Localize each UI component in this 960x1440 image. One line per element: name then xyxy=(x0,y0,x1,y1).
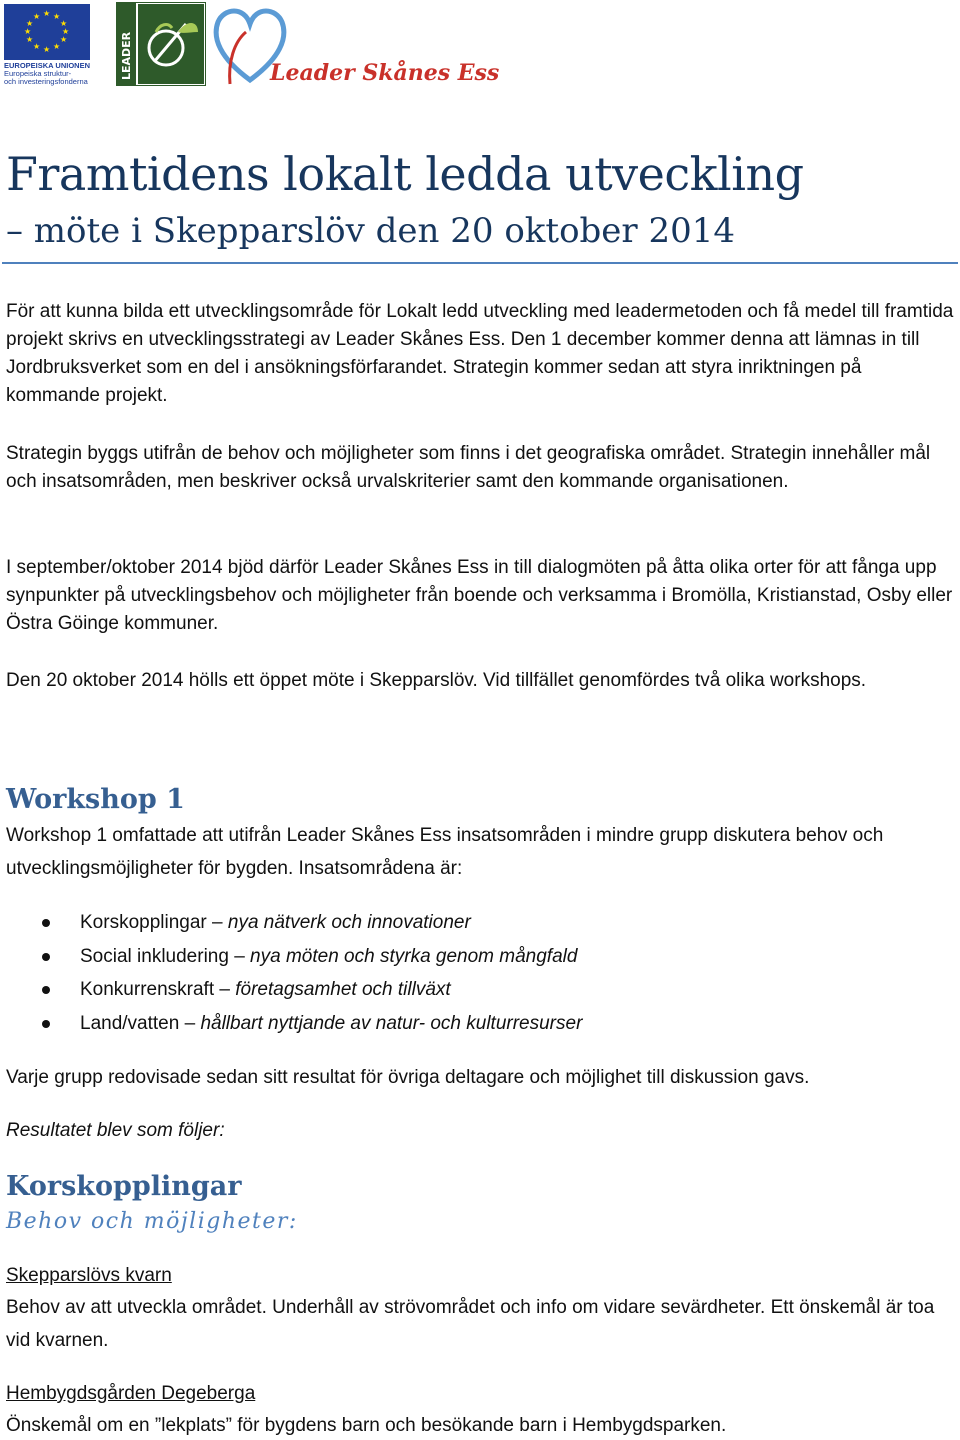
korskopplingar-heading: Korskopplingar xyxy=(6,1171,242,1202)
item-title-skepparslovs-kvarn: Skepparslövs kvarn xyxy=(6,1265,172,1286)
item-text-skepparslovs-kvarn: Behov av att utveckla området. Underhåll av strövområdet och info om vidare sevärdheter. Ett önskemål är toa vid kvarnen. xyxy=(6,1297,935,1351)
workshop1-text: Workshop 1 omfattade att utifrån Leader Skånes Ess insatsområden i mindre grupp diskutera behov och utvecklingsmöjligheter för bygden. Insatsområdena är: xyxy=(6,825,884,879)
bullet-icon xyxy=(42,953,50,961)
eu-name: EUROPEISKA UNIONEN xyxy=(4,61,90,70)
area-separator: – xyxy=(214,979,236,1000)
eu-line2: och investeringsfonderna xyxy=(4,77,88,86)
title-divider xyxy=(2,262,958,264)
eu-flag-icon: ★ ★ ★ ★ ★ ★ ★ ★ ★ ★ ★ ★ xyxy=(4,4,90,60)
item-text-hembygdsgarden: Önskemål om en ”lekplats” för bygdens barn och besökande barn i Hembygdsparken. xyxy=(6,1415,727,1436)
logo-bar xyxy=(4,2,500,88)
area-name: Korskopplingar xyxy=(80,912,207,933)
area-separator: – xyxy=(179,1012,201,1034)
list-item xyxy=(0,940,940,974)
area-description: nya nätverk och innovationer xyxy=(227,912,471,933)
leader-logo xyxy=(116,2,206,86)
area-name: Social inkludering xyxy=(80,945,229,967)
area-separator: – xyxy=(228,945,251,967)
area-description: hållbart nyttjande av natur- och kulturresurser xyxy=(200,1012,583,1034)
bullet-icon xyxy=(42,919,50,927)
page-subtitle: – möte i Skepparslöv den 20 oktober 2014 xyxy=(6,211,736,251)
area-description: företagsamhet och tillväxt xyxy=(235,979,451,1000)
eu-logo-text xyxy=(4,62,92,86)
page-title: Framtidens lokalt ledda utveckling xyxy=(6,147,804,201)
intro-paragraph-2: Strategin byggs utifrån de behov och möjligheter som finns i det geografiska området. Strategin innehåller mål och insatsområden, men beskriver också urvalskriterier samt den kommande organisationen. xyxy=(6,443,931,492)
leader-wordmark: LEADER xyxy=(120,31,133,80)
lsess-wordmark: Leader Skånes Ess xyxy=(270,60,500,86)
area-separator: – xyxy=(206,912,228,933)
workshop1-after: Varje grupp redovisade sedan sitt resultat för övriga deltagare och möjlighet till diskussion gavs. xyxy=(6,1067,810,1088)
list-item xyxy=(0,1007,940,1041)
area-description: nya möten och styrka genom mångfald xyxy=(250,945,578,967)
intro-paragraph-1: För att kunna bilda ett utvecklingsområde för Lokalt ledd utveckling med leadermetoden och få medel till framtida projekt skrivs en utvecklingsstrategi av Leader Skånes Ess. Den 1 december kommer denna att lämnas in till Jordbruksverket som en del i ansökningsförfarandet. Strategin kommer sedan att styra inriktningen på kommande projekt. xyxy=(6,301,954,406)
insatsomraden-list xyxy=(0,906,940,1040)
area-name: Land/vatten xyxy=(80,1012,180,1034)
eu-line1: Europeiska struktur- xyxy=(4,69,72,78)
list-item xyxy=(0,906,940,940)
area-name: Konkurrenskraft xyxy=(80,979,215,1000)
eu-logo xyxy=(4,4,92,88)
bullet-icon xyxy=(42,1020,50,1028)
item-title-hembygdsgarden: Hembygdsgården Degeberga xyxy=(6,1383,256,1404)
intro-paragraph-3: I september/oktober 2014 bjöd därför Leader Skånes Ess in till dialogmöten på åtta olika orter för att fånga upp synpunkter på utvecklingsbehov och möjligheter från boende och verksamma i Bromölla, Kristianstad, Osby eller Östra Göinge kommuner. xyxy=(6,557,953,634)
leader-skanes-ess-logo xyxy=(210,2,500,88)
workshop1-heading: Workshop 1 xyxy=(6,784,185,815)
result-intro: Resultatet blev som följer: xyxy=(6,1120,225,1141)
korskopplingar-subheading: Behov och möjligheter: xyxy=(6,1209,298,1234)
list-item xyxy=(0,973,940,1007)
intro-paragraph-4: Den 20 oktober 2014 hölls ett öppet möte i Skepparslöv. Vid tillfället genomfördes två olika workshops. xyxy=(6,670,867,691)
bullet-icon xyxy=(42,986,50,994)
